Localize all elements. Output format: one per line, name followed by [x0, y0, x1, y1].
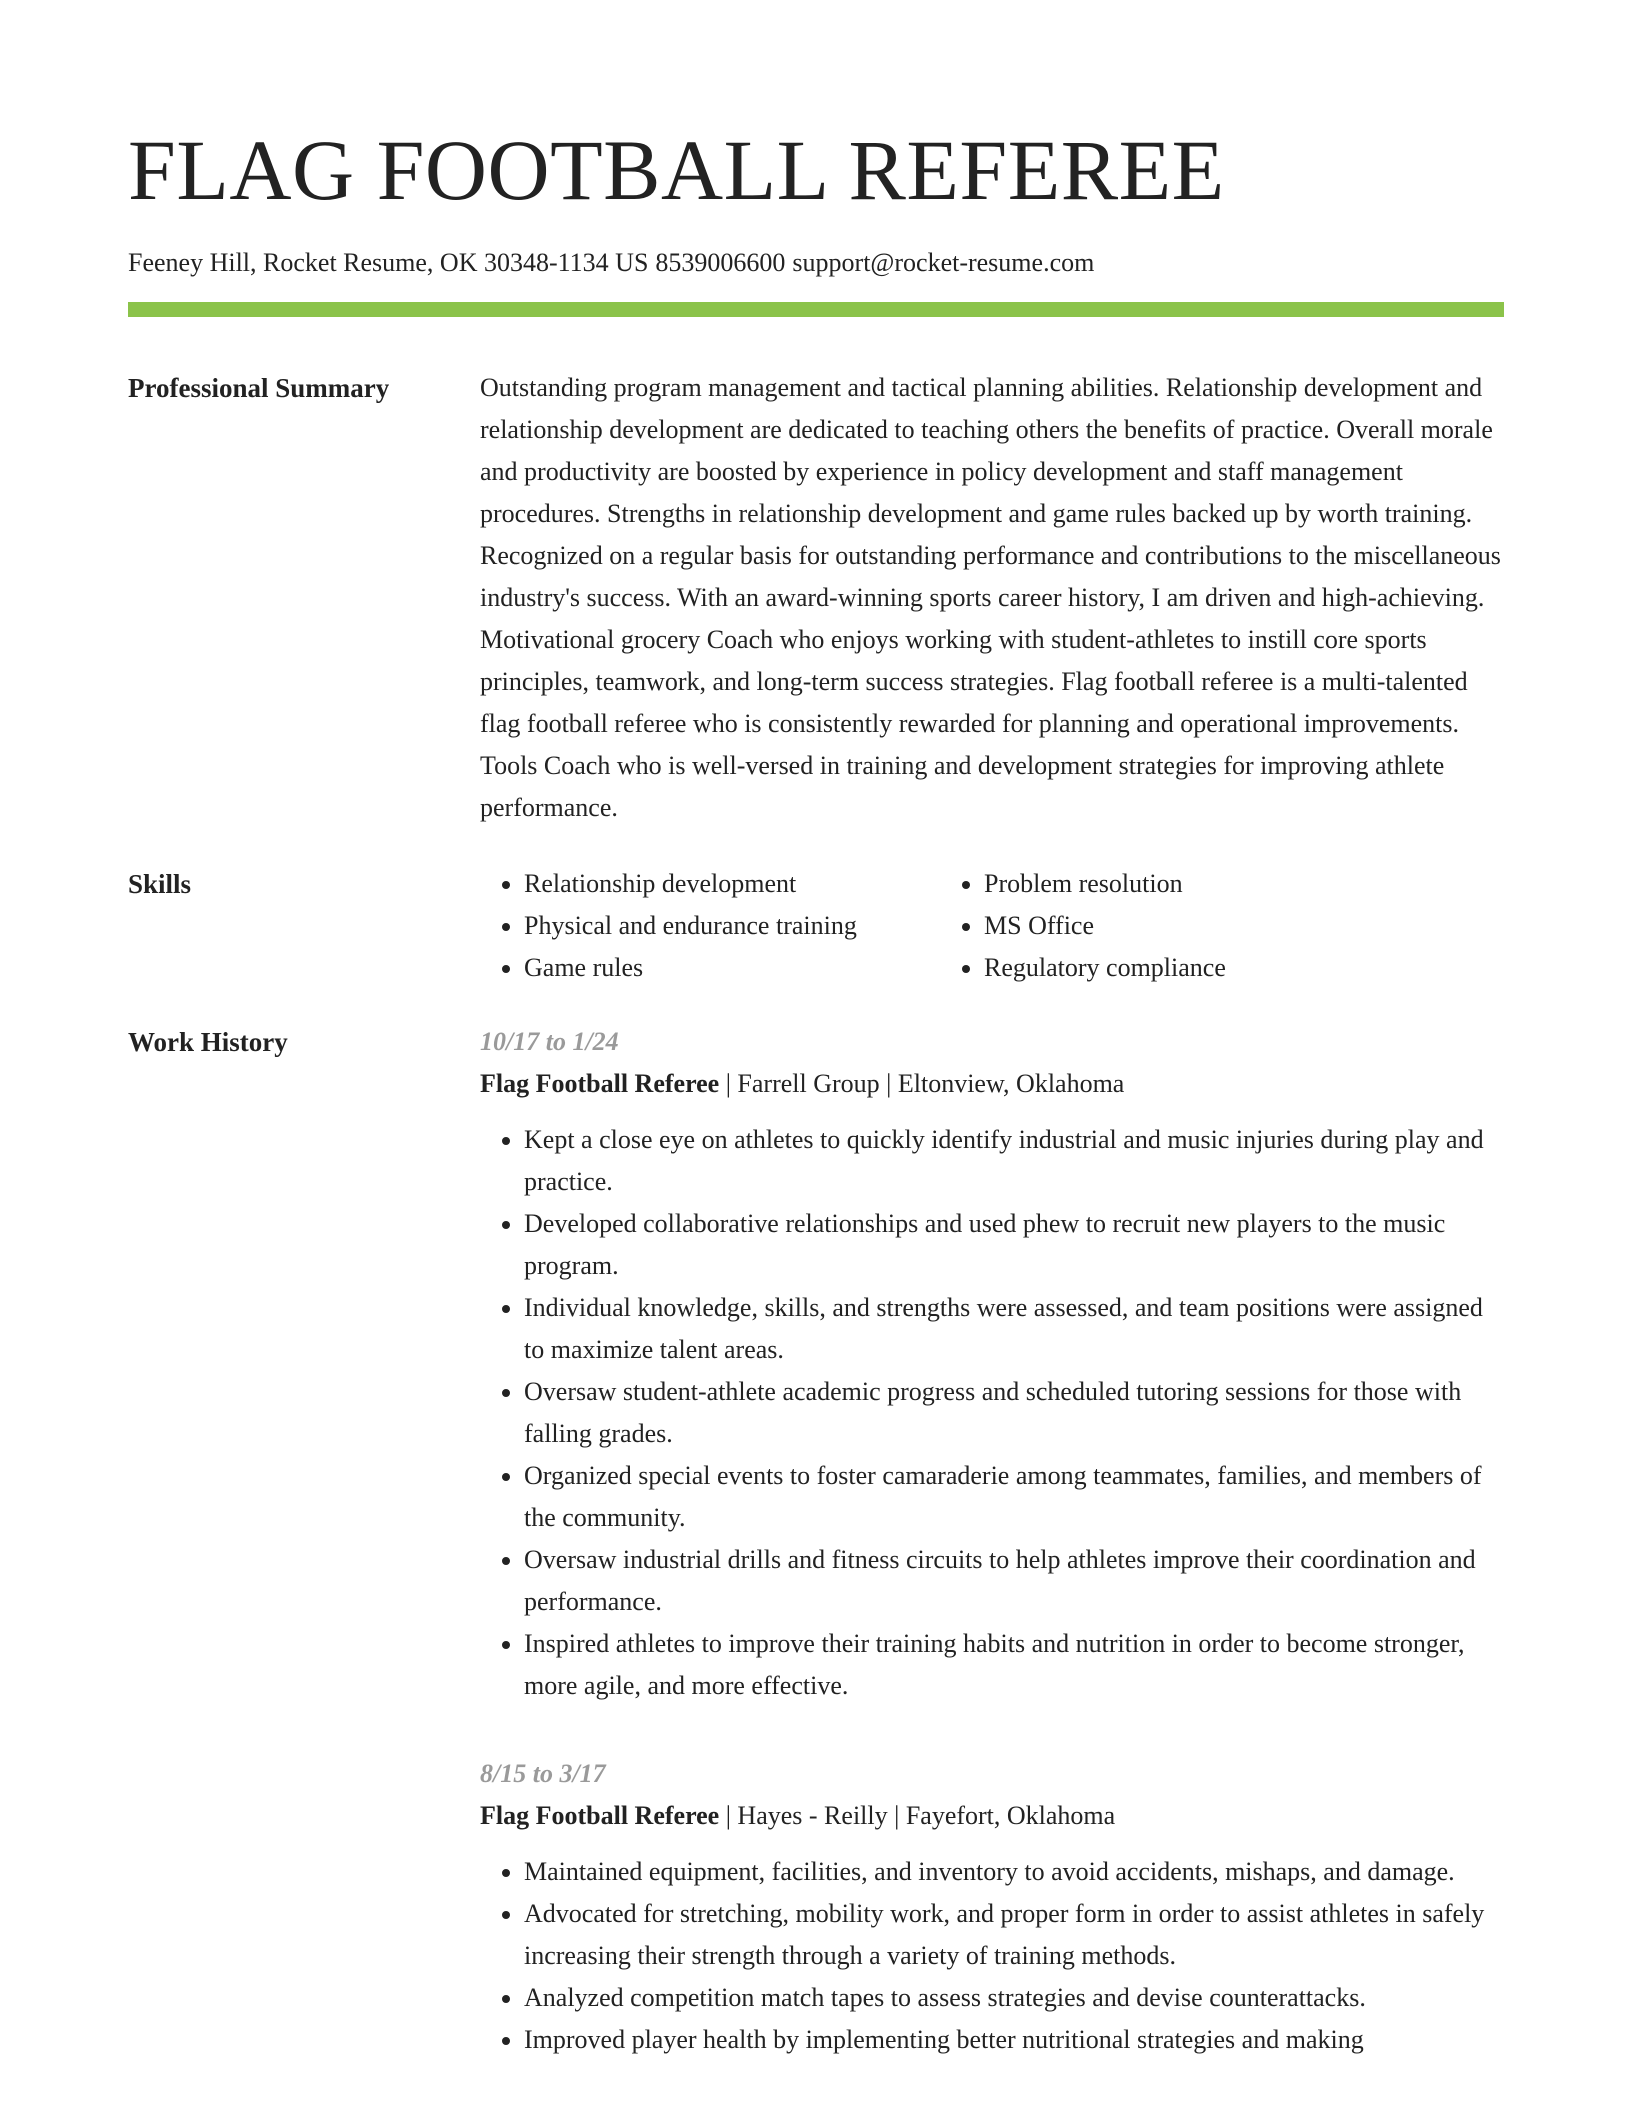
section-label-work: Work History: [128, 1027, 288, 1057]
contact-phone: 8539006600: [655, 248, 786, 277]
skill-item: • Problem resolution: [984, 863, 1504, 905]
job-entry: [480, 1021, 1504, 1707]
section-label-summary: Professional Summary: [128, 373, 390, 403]
job-bullet-list: [480, 1119, 1504, 1707]
job-bullet: • Inspired athletes to improve their training habits and nutrition in order to become stronger, more agile, and more effective.: [524, 1623, 1504, 1707]
section-label-skills: Skills: [128, 869, 192, 899]
job-title-line: [480, 1795, 1504, 1837]
skill-item: • Game rules: [524, 947, 940, 989]
skills-list-right: [940, 863, 1504, 989]
summary-body: [480, 367, 1504, 829]
job-title: Flag Football Referee: [480, 1801, 720, 1830]
job-bullet: • Oversaw student-athlete academic progress and scheduled tutoring sessions for those with falling grades.: [524, 1371, 1504, 1455]
contact-line: [128, 246, 1504, 280]
skill-item: • Relationship development: [524, 863, 940, 905]
job-bullet: • Oversaw industrial drills and fitness circuits to help athletes improve their coordination and performance.: [524, 1539, 1504, 1623]
job-bullet: • Analyzed competition match tapes to assess strategies and devise counterattacks.: [524, 1977, 1504, 2019]
job-bullet: • Improved player health by implementing better nutritional strategies and making: [524, 2019, 1504, 2061]
resume-name: FLAG FOOTBALL REFEREE: [128, 122, 1225, 218]
work-body: [480, 1021, 1504, 2107]
job-bullet: • Organized special events to foster camaraderie among teammates, families, and members of the community.: [524, 1455, 1504, 1539]
job-entry: [480, 1753, 1504, 2061]
job-bullet: • Maintained equipment, facilities, and inventory to avoid accidents, mishaps, and damage.: [524, 1851, 1504, 1893]
summary-text: Outstanding program management and tactical planning abilities. Relationship development and relationship development are dedicated to teaching others the benefits of practice. Overall morale and productivity are boosted by experience in policy development and staff management procedures. Strengths in relationship development and game rules backed up by worth training. Recognized on a regular basis for outstanding performance and contributions to the miscellaneous industry's success. With an award-winning sports career history, I am driven and high-achieving. Motivational grocery Coach who enjoys working with student-athletes to instill core sports principles, teamwork, and long-term success strategies. Flag football referee is a multi-talented flag football referee who is consistently rewarded for planning and operational improvements. Tools Coach who is well-versed in training and development strategies for improving athlete performance.: [480, 373, 1501, 822]
job-title: Flag Football Referee: [480, 1069, 720, 1098]
work-history-section: [128, 1021, 1504, 2107]
job-employer-location: | Hayes - Reilly | Fayefort, Oklahoma: [719, 1801, 1116, 1830]
contact-email: support@rocket-resume.com: [792, 248, 1095, 277]
skills-columns: [480, 863, 1504, 989]
job-bullet-list: [480, 1851, 1504, 2061]
job-title-line: [480, 1063, 1504, 1105]
job-bullet: • Kept a close eye on athletes to quickly identify industrial and music injuries during play and practice.: [524, 1119, 1504, 1203]
resume-page: [128, 120, 1504, 2107]
job-bullet: • Developed collaborative relationships and used phew to recruit new players to the music program.: [524, 1203, 1504, 1287]
header-divider: [128, 302, 1504, 317]
skill-item: • Regulatory compliance: [984, 947, 1504, 989]
job-bullet: • Advocated for stretching, mobility work, and proper form in order to assist athletes in safely increasing their strength through a variety of training methods.: [524, 1893, 1504, 1977]
skill-item: • Physical and endurance training: [524, 905, 940, 947]
professional-summary-section: [128, 367, 1504, 829]
skills-section: [128, 863, 1504, 989]
job-employer-location: | Farrell Group | Eltonview, Oklahoma: [719, 1069, 1125, 1098]
job-bullet: • Individual knowledge, skills, and strengths were assessed, and team positions were assigned to maximize talent areas.: [524, 1287, 1504, 1371]
skills-list-left: [480, 863, 940, 989]
contact-address: Feeney Hill, Rocket Resume, OK 30348-1134 US: [128, 248, 649, 277]
skills-body: [480, 863, 1504, 989]
job-dates: 8/15 to 3/17: [480, 1759, 606, 1788]
job-dates: 10/17 to 1/24: [480, 1027, 619, 1056]
skill-item: • MS Office: [984, 905, 1504, 947]
